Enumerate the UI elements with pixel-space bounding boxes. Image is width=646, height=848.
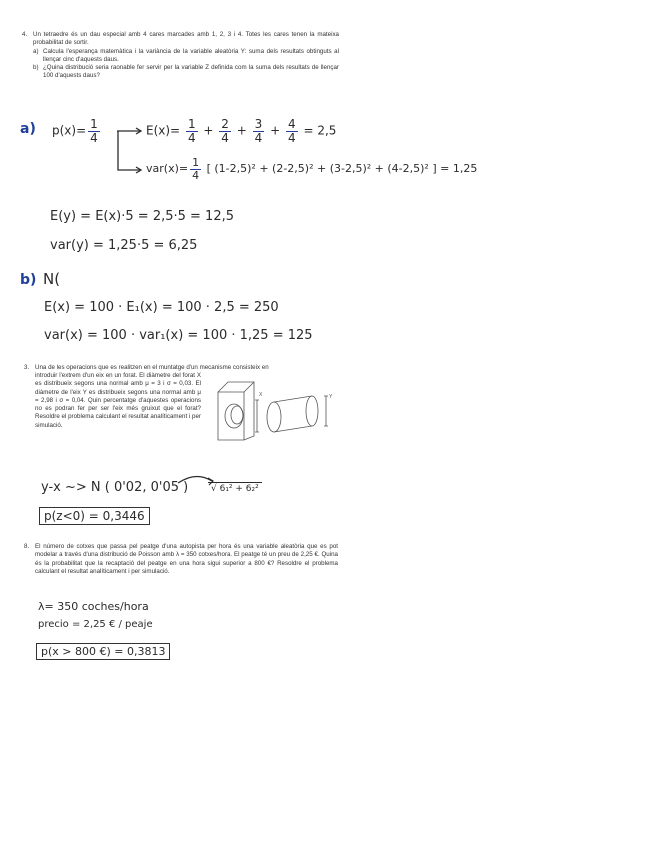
question-part-b: [33, 64, 339, 81]
fraction: [190, 157, 201, 181]
answer-a-label: a): [20, 121, 36, 137]
expectation-z: E(x) = 100 · E₁(x) = 100 · 2,5 = 250: [44, 300, 279, 315]
fraction-den: 4: [288, 130, 296, 145]
question-intro: Un tetraedre és un dau especial amb 4 cares marcades amb 1, 2, 3 i 4. Totes les cares tenen la mateixa probabilitat de sortir.: [33, 31, 339, 47]
fraction: [253, 118, 265, 144]
part-label: b): [33, 64, 39, 72]
price-line: precio = 2,25 € / peaje: [38, 619, 153, 630]
hole-and-shaft-figure: [216, 378, 338, 442]
fraction-num: 3: [254, 117, 263, 131]
question-number: 3.: [24, 364, 30, 371]
fraction-den: 4: [221, 130, 229, 145]
plus-sign: +: [270, 123, 281, 138]
dim-y: [324, 396, 328, 426]
variance-line: [146, 157, 477, 181]
prob-left: p(x)=: [52, 123, 87, 138]
variance-z: var(x) = 100 · var₁(x) = 100 · 1,25 = 125: [44, 328, 313, 343]
difference-distribution: y-x ~> N ( 0'02, 0'05 ): [41, 480, 189, 495]
variance-body: [ (1-2,5)² + (2-2,5)² + (3-2,5)² + (4-2,5)² ]: [206, 162, 437, 176]
arrow-to-variance: [118, 131, 141, 173]
sqrt-expression: √ 6₁² + 6₂²: [208, 482, 262, 494]
expectation-y: E(y) = E(x)·5 = 2,5·5 = 12,5: [50, 209, 234, 224]
dim-x-label: X: [259, 392, 263, 398]
answer-3-result: p(z<0) = 0,3446: [39, 507, 150, 525]
plus-sign: +: [203, 123, 214, 138]
answer-8-result: p(x > 800 €) = 0,3813: [36, 643, 170, 660]
answer-b-label: b): [20, 272, 37, 288]
prob-line: [52, 118, 102, 144]
fraction: [219, 118, 231, 144]
expectation-result: = 2,5: [303, 123, 337, 138]
fraction: [88, 118, 100, 144]
plus-sign: +: [236, 123, 247, 138]
fraction-num: 1: [192, 156, 200, 169]
fraction-den: 4: [90, 130, 98, 145]
fraction-den: 4: [192, 168, 200, 182]
question-3-text: introduir l'extrem d'un eix en un forat. El diàmetre del forat X es distribueix segons una normal amb μ = 3 i σ = 0,03. El diàmetre de l'eix Y es distribueix segons una normal amb μ = 2,98 i σ = 0,04. Quin percentatge d'aquestes operacions no es podran fer per ser l'eix més gruixut que el forat? Resoldre el problema calculant el resultat analíticament i per simulació.: [35, 372, 201, 429]
question-number: 8.: [24, 543, 30, 550]
expectation-line: [146, 118, 336, 144]
question-8: [24, 543, 338, 576]
variance-left: var(x)=: [146, 162, 189, 176]
variance-result: = 1,25: [440, 162, 478, 176]
question-4: [22, 31, 339, 81]
fraction-num: 2: [221, 117, 229, 131]
part-text: Calcula l'esperança matemàtica i la variància de la variable aleatòria Y: suma dels resultats obtinguts al llençar cinc d'aquests daus.: [43, 47, 339, 63]
plate-front: [218, 382, 254, 440]
part-label: a): [33, 47, 39, 55]
expectation-left: E(x)=: [146, 123, 181, 138]
lambda-line: λ= 350 coches/hora: [38, 600, 149, 613]
arrow-to-expectation: [117, 128, 141, 134]
shaft-end-left: [267, 402, 281, 432]
question-number: 4.: [22, 31, 28, 38]
fraction: [286, 118, 298, 144]
fraction-den: 4: [187, 130, 196, 145]
distribution-normal: N(: [43, 270, 61, 288]
fraction-num: 4: [288, 117, 296, 131]
shaft-end-right: [306, 396, 318, 426]
dim-y-label: Y: [329, 394, 333, 400]
dim-x: [255, 400, 259, 432]
fraction-den: 4: [254, 130, 263, 145]
fraction-num: 1: [90, 117, 98, 131]
variance-y: var(y) = 1,25·5 = 6,25: [50, 238, 198, 253]
question-part-a: [33, 48, 339, 65]
part-text: ¿Quina distribució seria raonable fer servir per la variable Z definida com la suma dels resultats de llençar 100 d'aquests daus?: [43, 64, 339, 80]
fraction: [186, 118, 198, 144]
question-text: Una de les operacions que es realitzen en el muntatge d'un mecanisme consisteix en: [35, 364, 269, 371]
fraction-num: 1: [187, 117, 196, 131]
question-text: El número de cotxes que passa pel peatge d'una autopista per hora és una variable aleatòria que es pot modelar a través d'una distribució de Poisson amb λ = 350 cotxes/hora. El peatge té un preu de 2,25 €. Quina és la probabilitat que la recaptació del peatge en una hora sigui superior a 800 €? Resoldre el problema calculant el resultat analíticament i per simulació.: [35, 543, 338, 575]
